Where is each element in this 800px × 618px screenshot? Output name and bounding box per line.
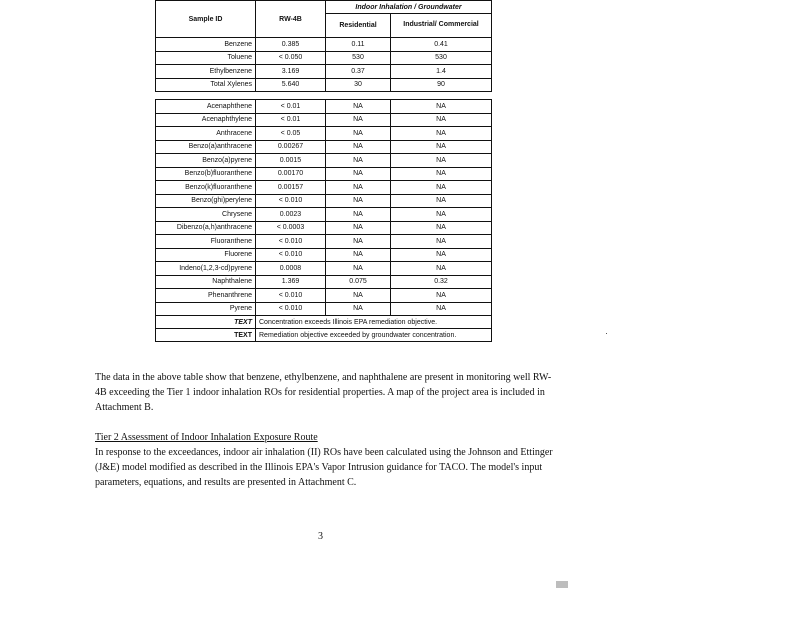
industrial-ro: NA xyxy=(391,127,492,141)
residential-ro: NA xyxy=(326,113,391,127)
industrial-ro: NA xyxy=(391,154,492,168)
analyte-name: Benzo(a)anthracene xyxy=(156,140,256,154)
table-row xyxy=(156,51,492,65)
industrial-ro: NA xyxy=(391,248,492,262)
analyte-concentration: < 0.0003 xyxy=(256,221,326,235)
analyte-concentration: < 0.010 xyxy=(256,235,326,249)
legend-key: TEXT xyxy=(156,329,256,342)
residential-ro: NA xyxy=(326,154,391,168)
spacer-cell xyxy=(391,92,492,100)
analyte-name: Benzo(ghi)perylene xyxy=(156,194,256,208)
table-row xyxy=(156,262,492,276)
analyte-name: Phenanthrene xyxy=(156,289,256,303)
industrial-ro: NA xyxy=(391,208,492,222)
analyte-name: Benzene xyxy=(156,38,256,52)
analyte-name: Benzo(k)fluoranthene xyxy=(156,181,256,195)
legend-key: TEXT xyxy=(156,316,256,329)
residential-ro: NA xyxy=(326,167,391,181)
industrial-ro: NA xyxy=(391,302,492,316)
residential-ro: 30 xyxy=(326,78,391,92)
table-row xyxy=(156,221,492,235)
analyte-name: Naphthalene xyxy=(156,275,256,289)
analyte-name: Total Xylenes xyxy=(156,78,256,92)
industrial-ro: NA xyxy=(391,235,492,249)
residential-ro: NA xyxy=(326,302,391,316)
analyte-name: Chrysene xyxy=(156,208,256,222)
analyte-name: Benzo(a)pyrene xyxy=(156,154,256,168)
analyte-name: Indeno(1,2,3-cd)pyrene xyxy=(156,262,256,276)
analyte-concentration: 0.0023 xyxy=(256,208,326,222)
industrial-ro: NA xyxy=(391,113,492,127)
residential-ro: NA xyxy=(326,127,391,141)
analyte-concentration: 0.00170 xyxy=(256,167,326,181)
analyte-concentration: < 0.01 xyxy=(256,100,326,114)
page-number: 3 xyxy=(318,531,323,542)
residential-ro: NA xyxy=(326,140,391,154)
table-row xyxy=(156,140,492,154)
industrial-ro: NA xyxy=(391,167,492,181)
residential-header: Residential xyxy=(326,14,391,38)
industrial-ro: 0.41 xyxy=(391,38,492,52)
table-row xyxy=(156,248,492,262)
residential-ro: NA xyxy=(326,181,391,195)
industrial-header: Industrial/ Commercial xyxy=(391,14,492,38)
industrial-ro: NA xyxy=(391,221,492,235)
industrial-ro: NA xyxy=(391,140,492,154)
legend-text: Remediation objective exceeded by groundwater concentration. xyxy=(256,329,492,342)
analyte-name: Acenaphthene xyxy=(156,100,256,114)
table-row xyxy=(156,127,492,141)
analyte-concentration: < 0.05 xyxy=(256,127,326,141)
industrial-ro: NA xyxy=(391,262,492,276)
table-row xyxy=(156,113,492,127)
industrial-ro: 530 xyxy=(391,51,492,65)
table-row xyxy=(156,208,492,222)
analyte-name: Fluoranthene xyxy=(156,235,256,249)
analyte-name: Fluorene xyxy=(156,248,256,262)
analyte-name: Toluene xyxy=(156,51,256,65)
residential-ro: 530 xyxy=(326,51,391,65)
table-row xyxy=(156,78,492,92)
analyte-name: Anthracene xyxy=(156,127,256,141)
analyte-name: Pyrene xyxy=(156,302,256,316)
industrial-ro: NA xyxy=(391,194,492,208)
table-row xyxy=(156,275,492,289)
analyte-concentration: < 0.010 xyxy=(256,248,326,262)
analyte-concentration: 0.0015 xyxy=(256,154,326,168)
analyte-name: Benzo(b)fluoranthene xyxy=(156,167,256,181)
legend-text: Concentration exceeds Illinois EPA remediation objective. xyxy=(256,316,492,329)
residential-ro: NA xyxy=(326,194,391,208)
spacer-cell xyxy=(156,92,256,100)
industrial-ro: 90 xyxy=(391,78,492,92)
paragraph-tier2: In response to the exceedances, indoor air inhalation (II) ROs have been calculated using the Johnson and Ettinger (J&E) model modified as described in the Illinois EPA's Vapor Intrusion guidance for TACO. The model's input parameters, equations, and results are presented in Attachment C. xyxy=(95,447,553,488)
residential-ro: NA xyxy=(326,248,391,262)
table-row xyxy=(156,194,492,208)
analyte-concentration: 0.385 xyxy=(256,38,326,52)
analyte-name: Dibenzo(a,h)anthracene xyxy=(156,221,256,235)
group-header: Indoor Inhalation / Groundwater xyxy=(326,1,492,14)
section-heading: Tier 2 Assessment of Indoor Inhalation Exposure Route xyxy=(95,432,318,443)
analyte-concentration: 0.00267 xyxy=(256,140,326,154)
paragraph-results: The data in the above table show that benzene, ethylbenzene, and naphthalene are present in monitoring well RW-4B exceeding the Tier 1 indoor inhalation ROs for residential properties. A map of the project area is included in Attachment B. xyxy=(95,372,552,413)
table-row xyxy=(156,100,492,114)
sample-id-header: Sample ID xyxy=(156,1,256,38)
scan-stamp xyxy=(556,581,568,588)
spacer-cell xyxy=(326,92,391,100)
residential-ro: NA xyxy=(326,235,391,249)
section-tier2 xyxy=(95,430,555,490)
table-row xyxy=(156,181,492,195)
residential-ro: NA xyxy=(326,289,391,303)
industrial-ro: NA xyxy=(391,100,492,114)
well-header: RW-4B xyxy=(256,1,326,38)
spacer-cell xyxy=(256,92,326,100)
residential-ro: NA xyxy=(326,221,391,235)
residential-ro: 0.075 xyxy=(326,275,391,289)
analyte-concentration: < 0.050 xyxy=(256,51,326,65)
table-row xyxy=(156,167,492,181)
analyte-concentration: 5.640 xyxy=(256,78,326,92)
analyte-name: Acenaphthylene xyxy=(156,113,256,127)
table-row xyxy=(156,235,492,249)
analyte-concentration: < 0.010 xyxy=(256,289,326,303)
results-table xyxy=(155,0,492,342)
residential-ro: NA xyxy=(326,100,391,114)
analyte-concentration: 0.00157 xyxy=(256,181,326,195)
analyte-concentration: < 0.01 xyxy=(256,113,326,127)
industrial-ro: NA xyxy=(391,181,492,195)
scan-speck xyxy=(606,333,607,334)
residential-ro: NA xyxy=(326,208,391,222)
analyte-name: Ethylbenzene xyxy=(156,65,256,79)
table-spacer-row xyxy=(156,92,492,100)
table-row xyxy=(156,289,492,303)
analyte-concentration: 3.169 xyxy=(256,65,326,79)
table-row xyxy=(156,154,492,168)
residential-ro: 0.11 xyxy=(326,38,391,52)
table-row xyxy=(156,65,492,79)
residential-ro: 0.37 xyxy=(326,65,391,79)
analyte-concentration: < 0.010 xyxy=(256,302,326,316)
table-row xyxy=(156,302,492,316)
industrial-ro: 1.4 xyxy=(391,65,492,79)
industrial-ro: NA xyxy=(391,289,492,303)
analyte-concentration: 1.369 xyxy=(256,275,326,289)
analyte-concentration: < 0.010 xyxy=(256,194,326,208)
table-row xyxy=(156,38,492,52)
analyte-concentration: 0.0008 xyxy=(256,262,326,276)
legend-row xyxy=(156,316,492,329)
industrial-ro: 0.32 xyxy=(391,275,492,289)
legend-row xyxy=(156,329,492,342)
residential-ro: NA xyxy=(326,262,391,276)
